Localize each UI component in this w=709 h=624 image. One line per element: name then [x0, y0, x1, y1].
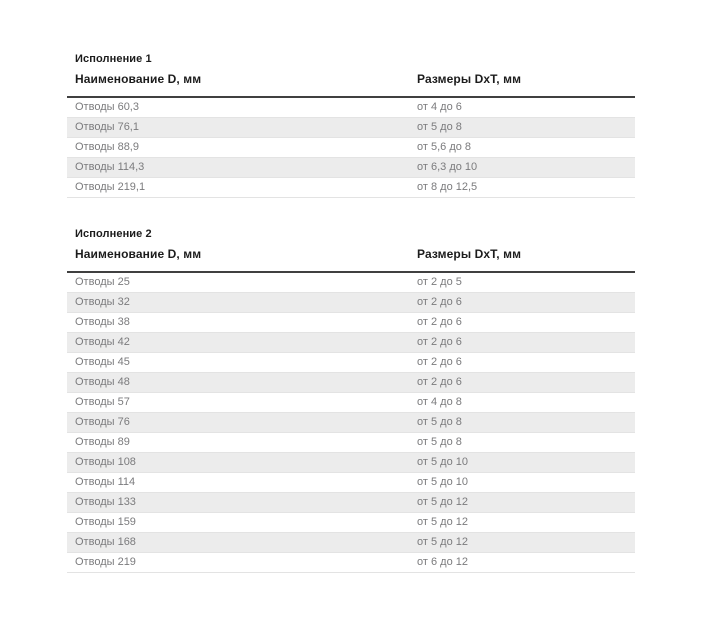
table-rows: [67, 98, 635, 198]
row-size: от 5 до 8: [417, 121, 462, 133]
row-size: от 2 до 5: [417, 276, 462, 288]
table-row: [67, 473, 635, 493]
table-row: [67, 413, 635, 433]
row-size: от 6,3 до 10: [417, 161, 478, 173]
row-name: Отводы 60,3: [75, 101, 139, 113]
row-name: Отводы 168: [75, 536, 136, 548]
row-name: Отводы 114: [75, 476, 136, 488]
table-row: [67, 553, 635, 573]
row-size: от 4 до 8: [417, 396, 462, 408]
row-size: от 5 до 10: [417, 476, 468, 488]
row-size: от 2 до 6: [417, 316, 462, 328]
row-size: от 6 до 12: [417, 556, 468, 568]
table-section: [67, 227, 635, 573]
row-name: Отводы 42: [75, 336, 130, 348]
row-size: от 5 до 12: [417, 516, 468, 528]
row-name: Отводы 159: [75, 516, 136, 528]
row-size: от 8 до 12,5: [417, 181, 478, 193]
row-size: от 5,6 до 8: [417, 141, 472, 153]
row-name: Отводы 133: [75, 496, 136, 508]
row-name: Отводы 25: [75, 276, 130, 288]
table-section: [67, 52, 635, 198]
row-name: Отводы 219,1: [75, 181, 146, 193]
section-title: Исполнение 2: [75, 228, 152, 240]
row-name: Отводы 88,9: [75, 141, 139, 153]
column-header-name: Наименование D, мм: [75, 72, 202, 86]
row-size: от 4 до 6: [417, 101, 462, 113]
row-size: от 5 до 12: [417, 496, 468, 508]
column-header-name: Наименование D, мм: [75, 247, 202, 261]
column-header-row: [67, 246, 635, 273]
row-name: Отводы 48: [75, 376, 130, 388]
table-row: [67, 533, 635, 553]
table-row: [67, 333, 635, 353]
column-header-row: [67, 71, 635, 98]
table-row: [67, 513, 635, 533]
row-size: от 2 до 6: [417, 376, 462, 388]
row-name: Отводы 45: [75, 356, 130, 368]
section-title: Исполнение 1: [75, 53, 152, 65]
table-rows: [67, 273, 635, 573]
column-header-size: Размеры DxT, мм: [417, 72, 522, 86]
table-row: [67, 138, 635, 158]
column-header-size: Размеры DxT, мм: [417, 247, 522, 261]
table-row: [67, 178, 635, 198]
table-row: [67, 273, 635, 293]
row-name: Отводы 108: [75, 456, 136, 468]
row-size: от 2 до 6: [417, 296, 462, 308]
row-name: Отводы 89: [75, 436, 130, 448]
table-row: [67, 158, 635, 178]
row-name: Отводы 76,1: [75, 121, 139, 133]
table-row: [67, 433, 635, 453]
row-size: от 5 до 8: [417, 416, 462, 428]
row-name: Отводы 76: [75, 416, 130, 428]
row-name: Отводы 219: [75, 556, 136, 568]
row-name: Отводы 57: [75, 396, 130, 408]
row-size: от 5 до 10: [417, 456, 468, 468]
row-size: от 5 до 12: [417, 536, 468, 548]
table-row: [67, 353, 635, 373]
row-size: от 2 до 6: [417, 356, 462, 368]
table-row: [67, 293, 635, 313]
row-name: Отводы 38: [75, 316, 130, 328]
table-row: [67, 453, 635, 473]
table-row: [67, 313, 635, 333]
row-name: Отводы 32: [75, 296, 130, 308]
table-row: [67, 118, 635, 138]
table-row: [67, 98, 635, 118]
table-row: [67, 393, 635, 413]
row-size: от 2 до 6: [417, 336, 462, 348]
row-size: от 5 до 8: [417, 436, 462, 448]
table-row: [67, 493, 635, 513]
row-name: Отводы 114,3: [75, 161, 145, 173]
table-row: [67, 373, 635, 393]
